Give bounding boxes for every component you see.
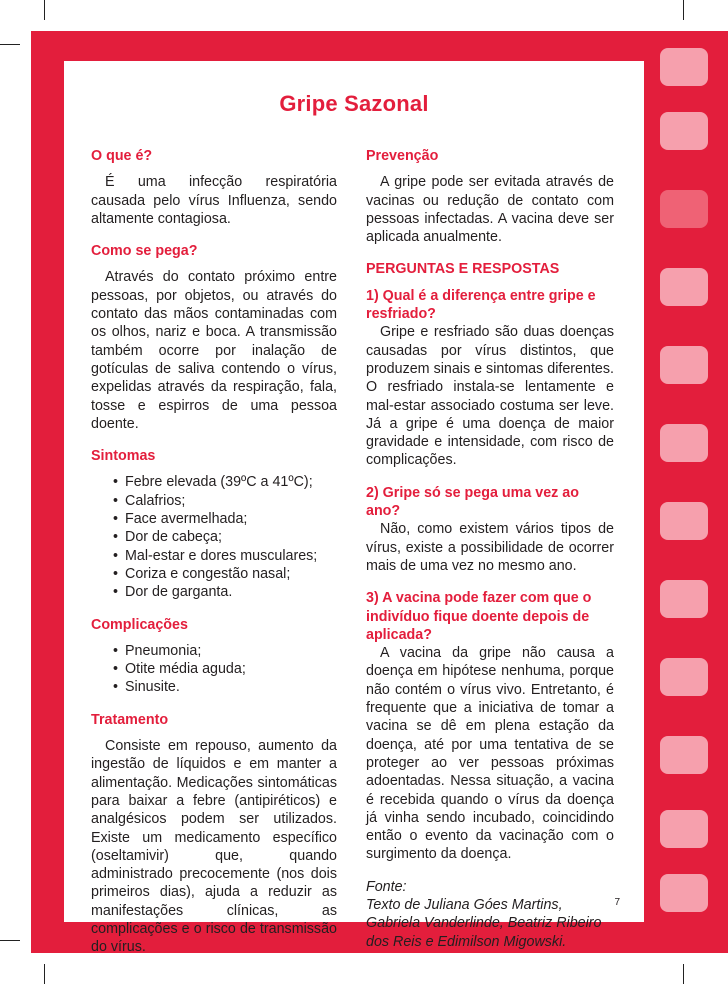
index-tab <box>660 424 708 462</box>
heading-tratamento: Tratamento <box>91 711 169 728</box>
index-tab <box>660 874 708 912</box>
heading-prevencao: Prevenção <box>366 148 439 164</box>
index-tab <box>660 268 708 306</box>
crop-mark <box>44 0 45 20</box>
heading-o-que-e: O que é? <box>91 148 153 164</box>
index-tab <box>660 736 708 774</box>
list-item: • Febre elevada (39ºC a 41ºC); <box>113 473 337 491</box>
index-tab <box>660 346 708 384</box>
list-item: • Calafrios; <box>113 492 337 510</box>
heading-perguntas: PERGUNTAS E RESPOSTAS <box>366 261 560 278</box>
list-item: • Face avermelhada; <box>113 510 337 528</box>
source-label: Fonte: <box>366 878 407 895</box>
paragraph-tratamento: Consiste em repouso, aumento da ingestão de líquidos e em manter a alimentação. Medicações sintomáticas para baixar a febre (antipiréticos) e analgésicos podem ser utilizados. Existe um medicamento específico (oseltamivir) que, quando administrado precocemente (nos dois primeiros dias), ajuda a reduzir as manifestações clínicas, as complicações e o risco de transmissão do vírus. <box>91 738 337 956</box>
list-item: • Dor de garganta. <box>113 583 337 601</box>
heading-como-se-pega: Como se pega? <box>91 243 198 260</box>
question-1: 1) Qual é a diferença entre gripe e resfriado? <box>366 287 596 323</box>
list-sintomas <box>91 473 337 601</box>
index-tab <box>660 658 708 696</box>
index-tab <box>660 580 708 618</box>
crop-mark <box>0 940 20 941</box>
answer-3: A vacina da gripe não causa a doença em hipótese nenhuma, porque não contém o vírus vivo. Entretanto, é frequente que a iniciativa de tomar a vacina se dê em plena estação da doença, até por uma tentativa de se proteger ao ver pessoas próximas adoentadas. Nessa situação, a vacina é recebida quando o vírus da doença já vinha sendo incubado, coincidindo então o evento da vacinação com o surgimento da doença. <box>366 645 614 863</box>
list-item: • Mal-estar e dores musculares; <box>113 547 337 565</box>
right-column <box>366 147 614 951</box>
index-tab <box>660 48 708 86</box>
list-item: • Sinusite. <box>113 678 337 696</box>
page-title: Gripe Sazonal <box>279 91 429 116</box>
question-2: 2) Gripe só se pega uma vez ao ano? <box>366 484 579 520</box>
source-text: Texto de Juliana Góes Martins, Gabriela Vanderlinde, Beatriz Ribeiro dos Reis e Edimilson Migowski. <box>366 896 602 950</box>
answer-1: Gripe e resfriado são duas doenças causadas por vírus distintos, que produzem sinais e sintomas diferentes. O resfriado instala-se lentamente e mal-estar associado costuma ser leve. Já a gripe é uma doença de maior gravidade e intensidade, com risco de complicações. <box>366 324 614 469</box>
paragraph-prevencao: A gripe pode ser evitada através de vacinas ou redução de contato com pessoas infectadas. A vacina deve ser aplicada anualmente. <box>366 174 614 246</box>
index-tab <box>660 502 708 540</box>
question-3: 3) A vacina pode fazer com que o indivíduo fique doente depois de aplicada? <box>366 590 592 643</box>
list-complicacoes <box>91 642 337 697</box>
list-item: • Pneumonia; <box>113 642 337 660</box>
list-item: • Otite média aguda; <box>113 660 337 678</box>
crop-mark <box>0 44 20 45</box>
heading-complicacoes: Complicações <box>91 616 188 633</box>
page-number: 7 <box>614 897 620 908</box>
list-item: • Coriza e congestão nasal; <box>113 565 337 583</box>
index-tab <box>660 190 708 228</box>
left-column <box>91 147 337 957</box>
index-tab <box>660 112 708 150</box>
crop-mark <box>44 964 45 984</box>
index-tab <box>660 810 708 848</box>
answer-2: Não, como existem vários tipos de vírus, existe a possibilidade de ocorrer mais de uma vez no mesmo ano. <box>366 521 614 574</box>
heading-sintomas: Sintomas <box>91 448 156 465</box>
list-item: • Dor de cabeça; <box>113 528 337 546</box>
page-content <box>64 61 644 956</box>
paragraph-o-que-e: É uma infecção respiratória causada pelo vírus Influenza, sendo altamente contagiosa. <box>91 174 337 227</box>
index-tabs <box>668 0 728 984</box>
paragraph-como-se-pega: Através do contato próximo entre pessoas, por objetos, ou através do contato das mãos contaminadas com os olhos, nariz e boca. A transmissão também ocorre por inalação de gotículas de saliva contendo o vírus, expelidas através da respiração, fala, tosse e espirros de uma pessoa doente. <box>91 269 337 432</box>
